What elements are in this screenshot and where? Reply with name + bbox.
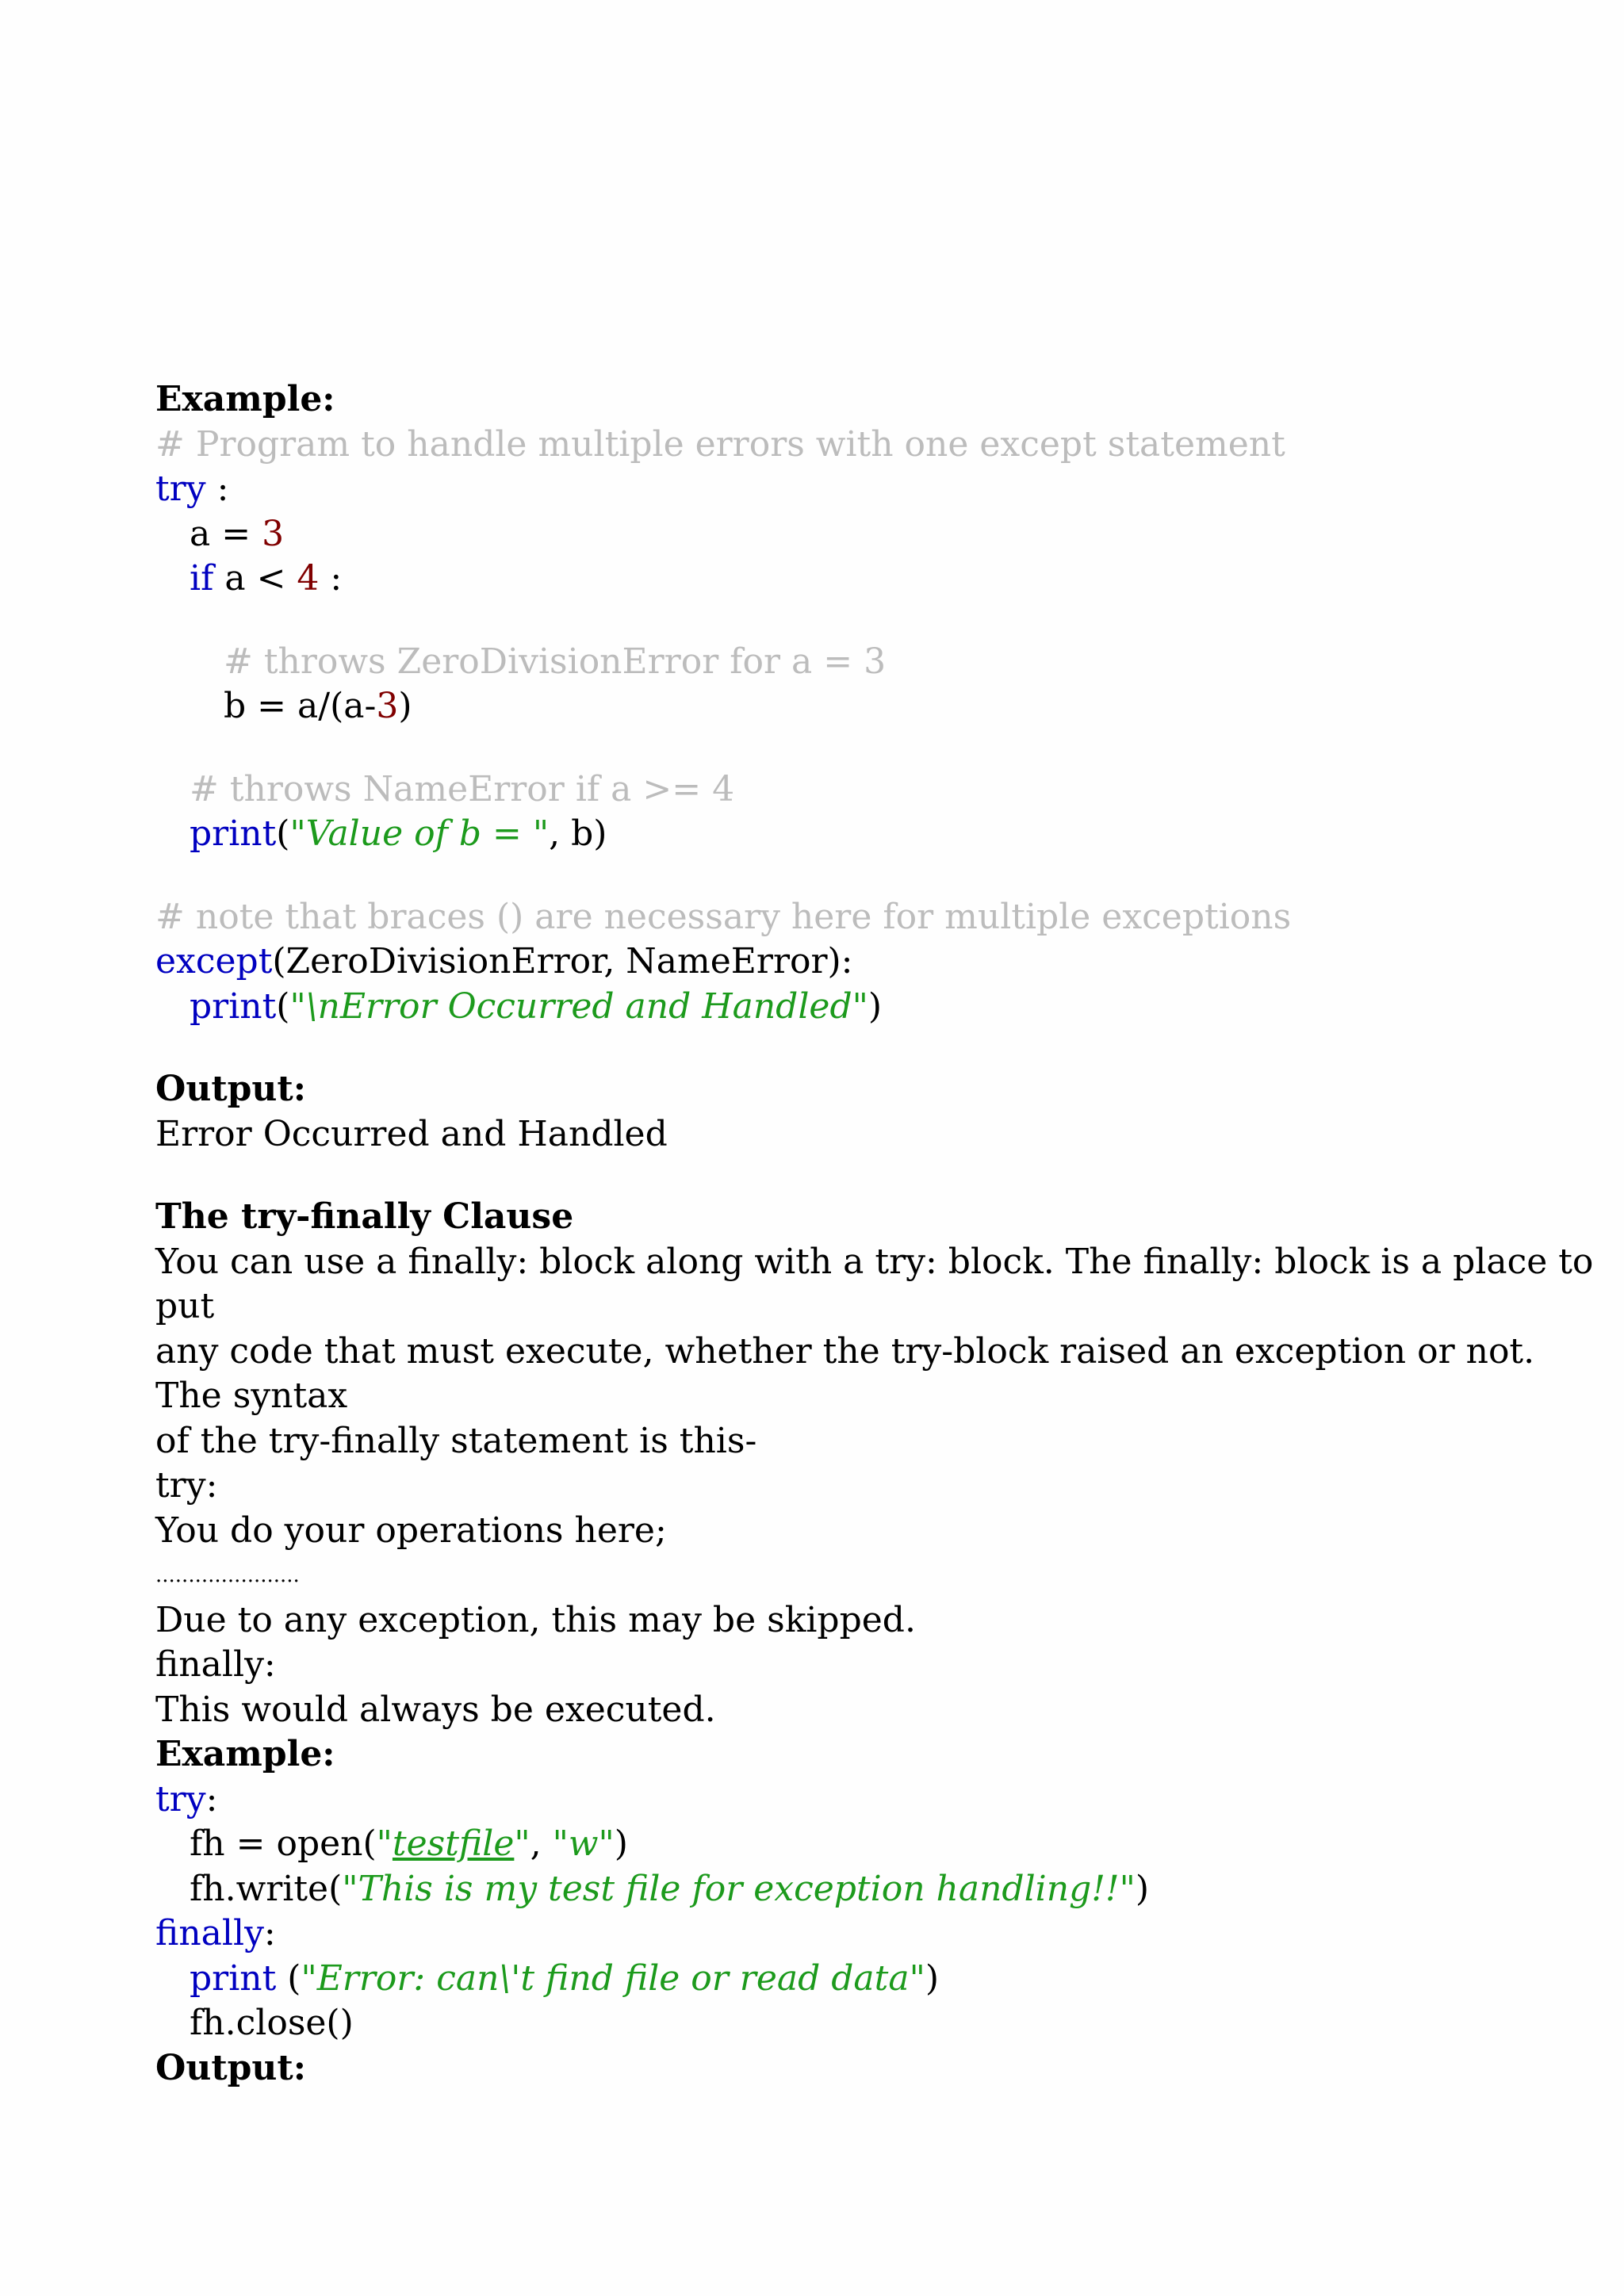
code-string: "\nError Occurred and Handled" xyxy=(289,985,868,1027)
code-comment: # throws ZeroDivisionError for a = 3 xyxy=(224,641,887,682)
blank-line xyxy=(155,1029,1503,1067)
code-line-assign-a xyxy=(155,512,1503,557)
code-text: ( xyxy=(276,985,290,1027)
code-text: ) xyxy=(868,985,883,1027)
code-line-finally xyxy=(155,1911,1503,1957)
code-line-print xyxy=(155,985,1503,1030)
paragraph-line: try: xyxy=(155,1465,218,1506)
paragraph-line: of the try-finally statement is this- xyxy=(155,1420,757,1461)
keyword-finally: finally xyxy=(155,1913,264,1954)
code-number: 3 xyxy=(262,513,285,554)
output-heading: Output: xyxy=(155,1069,306,1109)
code-text: fh.write( xyxy=(190,1868,343,1909)
paragraph-line: any code that must execute, whether the try-block raised an exception or not. xyxy=(155,1330,1535,1372)
code-string-filename: testfile xyxy=(392,1823,515,1864)
keyword-print: print xyxy=(190,1957,277,1999)
code-text: ) xyxy=(614,1823,628,1864)
paragraph-line: You can use a finally: block along with a try: block. The finally: block is a place to xyxy=(155,1241,1594,1282)
code-line-open xyxy=(155,1822,1503,1867)
section-heading: The try-finally Clause xyxy=(155,1196,574,1237)
code-text: , xyxy=(530,1823,553,1864)
code-text: : xyxy=(319,558,343,599)
code-line-close: fh.close() xyxy=(190,2003,354,2043)
code-line-try xyxy=(155,467,1503,512)
code-text: : xyxy=(205,1778,218,1820)
code-text: a < xyxy=(213,558,297,599)
code-text: b = a/(a- xyxy=(224,686,377,726)
code-line-try xyxy=(155,1777,1503,1823)
code-string: "w" xyxy=(552,1823,615,1864)
code-text: ( xyxy=(276,813,290,854)
code-comment: # Program to handle multiple errors with one except statement xyxy=(155,423,1285,465)
output-heading: Output: xyxy=(155,2047,306,2088)
code-text: ) xyxy=(925,1957,939,1999)
code-comment: # throws NameError if a >= 4 xyxy=(190,768,735,809)
keyword-if: if xyxy=(190,558,214,599)
code-line-assign-b xyxy=(155,684,1503,729)
code-line-except xyxy=(155,939,1503,985)
example-heading: Example: xyxy=(155,379,335,419)
code-string: " xyxy=(376,1823,393,1864)
code-text: a = xyxy=(190,513,262,554)
code-comment: # note that braces () are necessary here for multiple exceptions xyxy=(155,896,1292,937)
example-heading: Example: xyxy=(155,1734,335,1774)
keyword-print: print xyxy=(190,813,277,854)
paragraph-line: ...................... xyxy=(155,1563,300,1587)
code-line-print xyxy=(155,812,1503,857)
code-text: (ZeroDivisionError, NameError): xyxy=(272,941,853,982)
keyword-try: try xyxy=(155,469,206,509)
code-line-write xyxy=(155,1867,1503,1912)
blank-line xyxy=(155,857,1503,895)
code-line-print xyxy=(155,1957,1503,2002)
paragraph-line: This would always be executed. xyxy=(155,1689,716,1730)
code-text: , b) xyxy=(549,813,607,854)
code-text: ( xyxy=(276,1957,301,1999)
code-string: "Value of b = " xyxy=(289,813,550,854)
code-text: ) xyxy=(398,686,412,726)
code-string: "Error: can\'t find file or read data" xyxy=(301,1957,925,1999)
blank-line xyxy=(155,729,1503,767)
keyword-except: except xyxy=(155,941,273,982)
paragraph-line: put xyxy=(155,1286,215,1326)
code-number: 3 xyxy=(376,686,399,726)
paragraph-line: finally: xyxy=(155,1644,276,1685)
paragraph-line: You do your operations here; xyxy=(155,1510,667,1551)
blank-line xyxy=(155,1157,1503,1195)
code-text: ) xyxy=(1135,1868,1150,1909)
document-page xyxy=(155,377,1594,2091)
code-number: 4 xyxy=(297,558,320,599)
keyword-try: try xyxy=(155,1778,206,1820)
paragraph-line: The syntax xyxy=(155,1376,348,1416)
paragraph-line: Due to any exception, this may be skipped. xyxy=(155,1599,916,1640)
output-text: Error Occurred and Handled xyxy=(155,1113,668,1154)
code-text: : xyxy=(205,469,229,509)
code-text: fh = open( xyxy=(190,1823,377,1864)
keyword-print: print xyxy=(190,985,277,1027)
code-line-if xyxy=(155,557,1503,602)
code-string: "This is my test file for exception handling!!" xyxy=(342,1868,1136,1909)
code-text: : xyxy=(263,1913,276,1954)
blank-line xyxy=(155,602,1503,640)
code-string: " xyxy=(514,1823,530,1864)
